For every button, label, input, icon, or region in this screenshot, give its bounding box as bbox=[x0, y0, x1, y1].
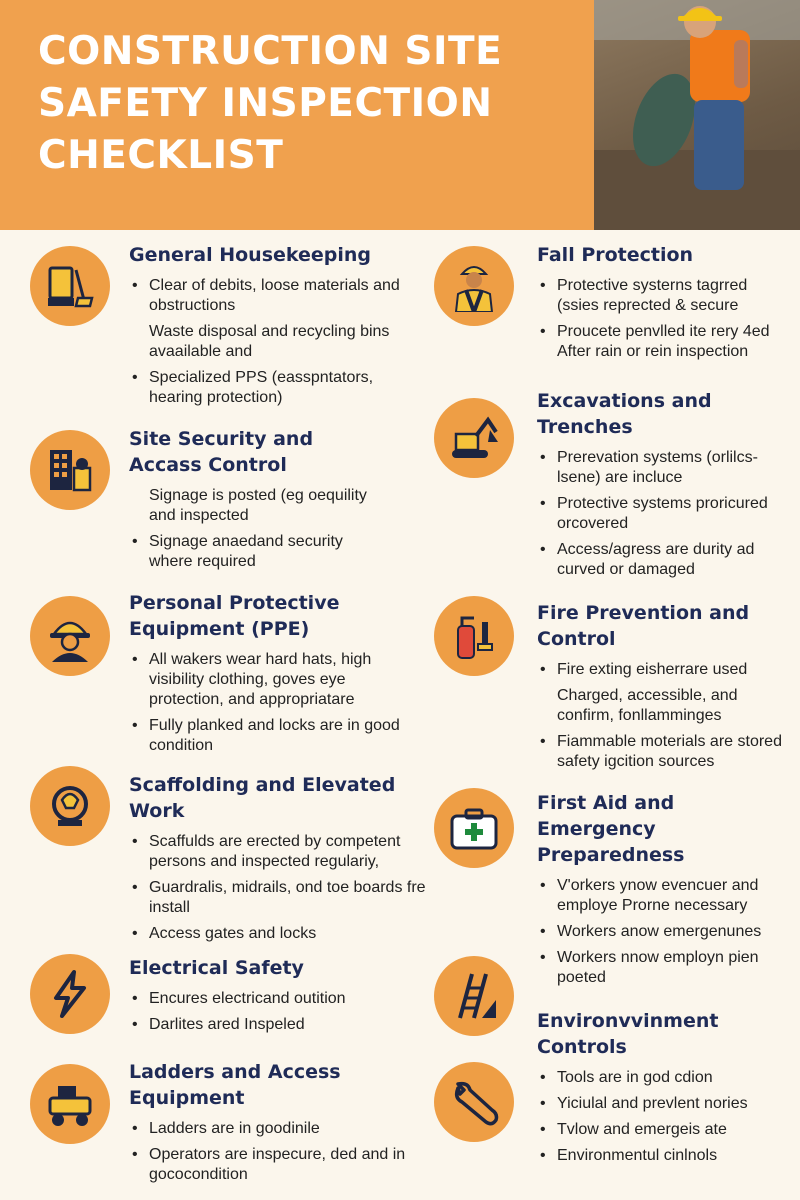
section-general-housekeeping bbox=[129, 242, 409, 414]
list-item: • Operators are inspecure, ded and in gococondition bbox=[129, 1145, 419, 1185]
fire-extinguisher-icon bbox=[434, 596, 514, 676]
cleaning-icon bbox=[30, 246, 110, 326]
worker-photo bbox=[594, 0, 800, 230]
section-electrical bbox=[129, 955, 409, 1041]
list-item: • Prerevation systems (orlilcs- lsene) are incluce bbox=[537, 448, 792, 488]
list-item: • Yiciulal and prevlent nories bbox=[537, 1094, 792, 1114]
section-title: Personal Protective Equipment (PPE) bbox=[129, 592, 340, 640]
list-item: • Clear of debits, loose materials and obstructions bbox=[129, 276, 409, 316]
section-title: First Aid and Emergency Preparedness bbox=[537, 792, 685, 866]
list-item: • Guardralis, midrails, ond toe boards fre install bbox=[129, 878, 429, 918]
list-item: • Specialized PPS (easspntators, hearing protection) bbox=[129, 368, 409, 408]
lift-vehicle-icon bbox=[30, 1064, 110, 1144]
title-line-1: CONSTRUCTION SITE bbox=[38, 29, 503, 74]
page-title bbox=[38, 26, 578, 182]
lightning-icon bbox=[30, 954, 110, 1034]
list-item: • Protective systems proricured orcovered bbox=[537, 494, 792, 534]
list-item: • Access gates and locks bbox=[129, 924, 429, 944]
list-item: • Fully planked and locks are in good condition bbox=[129, 716, 409, 756]
hard-hat-worker-icon bbox=[30, 596, 110, 676]
list-item: • Environmentul cinlnols bbox=[537, 1146, 792, 1166]
section-title: Excavations and Trenches bbox=[537, 390, 712, 438]
section-fire-prevention bbox=[537, 600, 792, 778]
list-item: • Darlites ared Inspeled bbox=[129, 1015, 409, 1035]
list-item: • All wakers wear hard hats, high visibility clothing, goves eye protection, and appropriatare bbox=[129, 650, 409, 710]
list-item: Charged, accessible, and confirm, fonllamminges bbox=[557, 687, 738, 724]
section-title: Fall Protection bbox=[537, 244, 694, 266]
building-security-icon bbox=[30, 430, 110, 510]
list-item: • Fire exting eisherrare used bbox=[537, 660, 792, 680]
section-excavations bbox=[537, 388, 792, 586]
section-scaffolding bbox=[129, 772, 429, 950]
wrench-icon bbox=[434, 1062, 514, 1142]
section-title: Environvvinment Controls bbox=[537, 1010, 719, 1058]
list-item: • Proucete penvlled ite rery 4ed After rain or rein inspection bbox=[537, 322, 787, 362]
section-ladders bbox=[129, 1059, 419, 1191]
list-item: • Tvlow and emergeis ate bbox=[537, 1120, 792, 1140]
list-item: • Signage anaedand security where required bbox=[129, 532, 389, 572]
list-item: • Ladders are in goodinile bbox=[129, 1119, 419, 1139]
section-title: General Housekeeping bbox=[129, 244, 372, 266]
section-first-aid bbox=[537, 790, 792, 994]
list-item: • Scaffulds are erected by competent persons and inspected regulariy, bbox=[129, 832, 429, 872]
list-item: • Protective systerns tagrred (ssies reprected & secure bbox=[537, 276, 787, 316]
section-site-security bbox=[129, 426, 389, 578]
list-item: • Encures electricand outition bbox=[129, 989, 409, 1009]
worker-harness-icon bbox=[434, 246, 514, 326]
section-title: Electrical Safety bbox=[129, 957, 304, 979]
section-ppe bbox=[129, 590, 409, 762]
worker-illustration bbox=[594, 0, 800, 230]
section-fall-protection bbox=[537, 242, 787, 368]
excavator-icon bbox=[434, 398, 514, 478]
section-title: Ladders and Access Equipment bbox=[129, 1061, 341, 1109]
list-item: Signage is posted (eg oequility and inspected bbox=[149, 487, 367, 524]
list-item: • Fiammable moterials are stored safety igcition sources bbox=[537, 732, 792, 772]
first-aid-kit-icon bbox=[434, 788, 514, 868]
list-item: • Workers anow emergenunes bbox=[537, 922, 792, 942]
list-item: • V'orkers ynow evencuer and employe Prorne necessary bbox=[537, 876, 792, 916]
ladder-icon bbox=[434, 956, 514, 1036]
section-title: Site Security and Accass Control bbox=[129, 428, 314, 476]
list-item: • Workers nnow employn pien poeted bbox=[537, 948, 792, 988]
title-line-2: SAFETY INSPECTION bbox=[38, 81, 493, 126]
list-item: • Tools are in god cdion bbox=[537, 1068, 792, 1088]
section-environment bbox=[537, 1008, 792, 1172]
title-line-3: CHECKLIST bbox=[38, 133, 284, 178]
list-item: • Access/agress are durity ad curved or damaged bbox=[537, 540, 792, 580]
section-title: Scaffolding and Elevated Work bbox=[129, 774, 396, 822]
list-item: Waste disposal and recycling bins avaailable and bbox=[149, 323, 390, 360]
section-title: Fire Prevention and Control bbox=[537, 602, 750, 650]
scaffold-icon bbox=[30, 766, 110, 846]
